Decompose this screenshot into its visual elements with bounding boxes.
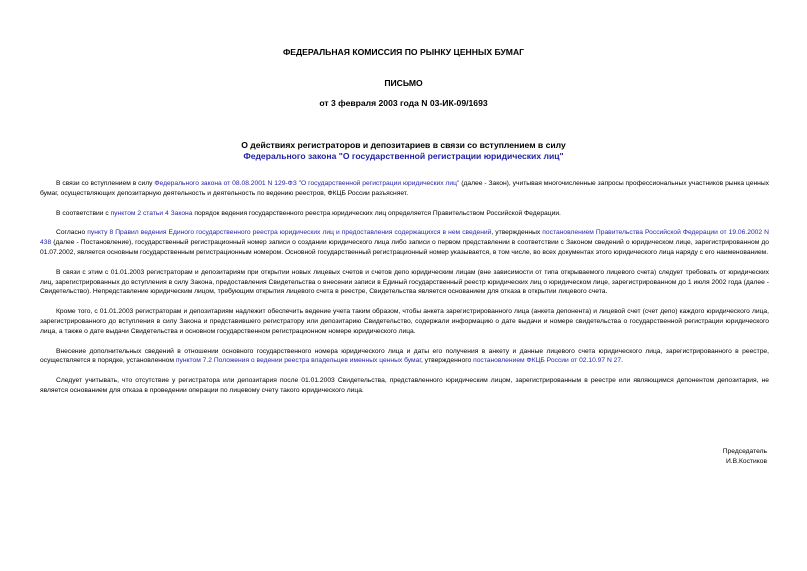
paragraph-4: В связи с этим с 01.01.2003 регистраторам и депозитариям при открытии новых лицевых счетов и счетов депо юридическим лицам (вне зависимости от типа открываемого лицевого счета) следует требовать от юридических лиц, зарегистрированных до вступления в силу Закона, предоставления Свидетельства о внесении записи в Единый государственный реестр юридических лиц о юридическом лице, зарегистрированном до 1 июля 2002 года (далее - Свидетельство). Непредставление юридическим лицом, требующим открытия лицевого счета в реестре, Свидетельства является основанием для отказа в открытии лицевого счета. (40, 268, 769, 296)
federal-law-129-link[interactable]: Федерального закона от 08.08.2001 N 129-ФЗ "О государственной регистрации юридических лиц" (154, 180, 460, 187)
signatory-position: Председатель (722, 448, 767, 455)
document-type-heading: ПИСЬМО (384, 78, 423, 88)
paragraph-1: В связи со вступлением в силу Федерального закона от 08.08.2001 N 129-ФЗ "О государственной регистрации юридических лиц" (далее - Закон), учитывая многочисленные запросы профессиональных участников рынка ценных бумаг, осуществляющих депозитарную деятельность и деятельность по ведению реестров, ФКЦБ России разъясняет. (40, 180, 769, 197)
signature-block (723, 447, 767, 467)
paragraph-2: В соответствии с пунктом 2 статьи 4 Закона порядок ведения государственного реестра юридических лиц определяется Правительством Российской Федерации. (56, 209, 561, 217)
paragraph-6: Внесение дополнительных сведений в отношении основного государственного номера юридического лица и даты его получения в анкету и данные лицевого счета юридического лица, зарегистрированного в реестре, осуществляется в порядке, установленном пунктом 7.2 Положения о ведении реестра владельцев именных ценных бумаг, утвержденного постановлением ФКЦБ России от 02.10.97 N 27. (40, 347, 769, 365)
document-title-line2 (0, 151, 807, 161)
paragraph-3: Согласно пункту 8 Правил ведения Единого государственного реестра юридических лиц и предоставления содержащихся в нем сведений, утвержденных постановлением Правительства Российской Федерации от 19.06.2002 N 438 (далее - Постановление), государственный регистрационный номер записи о создании юридического лица либо записи о первом представлении в соответствии с Законом сведений о юридическом лице, зарегистрированном до 01.07.2002, является основным государственным регистрационным номером. Основной государственный регистрационный номер указывается, в том числе, во всех документах этого юридического лица наряду с его наименованием. (40, 229, 769, 256)
registry-rules-link[interactable]: пункту 8 Правил ведения Единого государственного реестра юридических лиц и предоставления содержащихся в нем сведений (87, 229, 492, 237)
paragraph-7: Следует учитывать, что отсутствие у регистратора или депозитария после 01.01.2003 Свидетельства, представленного юридическим лицом, зарегистрированным в реестре или являющимся депонентом депозитария, не является основанием для отказа в проведении операции по лицевому счету такого юридического лица. (40, 377, 769, 394)
federal-law-title-link[interactable]: Федерального закона "О государственной регистрации юридических лиц" (243, 151, 564, 161)
registry-regulation-link[interactable]: пунктом 7.2 Положения о ведении реестра владельцев именных ценных бумаг (175, 357, 421, 365)
law-article-4-link[interactable]: пунктом 2 статьи 4 Закона (110, 209, 193, 217)
document-date-number: от 3 февраля 2003 года N 03-ИК-09/1693 (319, 98, 488, 108)
document-title-line1: О действиях регистраторов и депозитариев в связи со вступлением в силу (241, 140, 566, 150)
fkcb-resolution-27-link[interactable]: постановлением ФКЦБ России от 02.10.97 N 27 (473, 357, 622, 365)
paragraph-5: Кроме того, с 01.01.2003 регистраторам и депозитариям надлежит обеспечить ведение учета таким образом, чтобы анкета зарегистрированного лица (анкета депонента) и лицевой счет (счет депо) каждого юридического лица, зарегистрированного до вступления в силу Закона и представившего регистратору или депозитарию Свидетельство, содержали информацию о дате выдачи и номере свидетельства о государственной регистрации юридического лица, а также о дате выдачи Свидетельства и основном государственном регистрационном номере юридического лица. (40, 308, 769, 335)
organization-heading: ФЕДЕРАЛЬНАЯ КОМИССИЯ ПО РЫНКУ ЦЕННЫХ БУМАГ (282, 47, 525, 57)
signatory-name: И.В.Костиков (725, 458, 767, 465)
government-resolution-438-link[interactable]: постановлением Правительства Российской Федерации от 19.06.2002 N 438 (40, 229, 769, 247)
letter-body (40, 179, 769, 406)
